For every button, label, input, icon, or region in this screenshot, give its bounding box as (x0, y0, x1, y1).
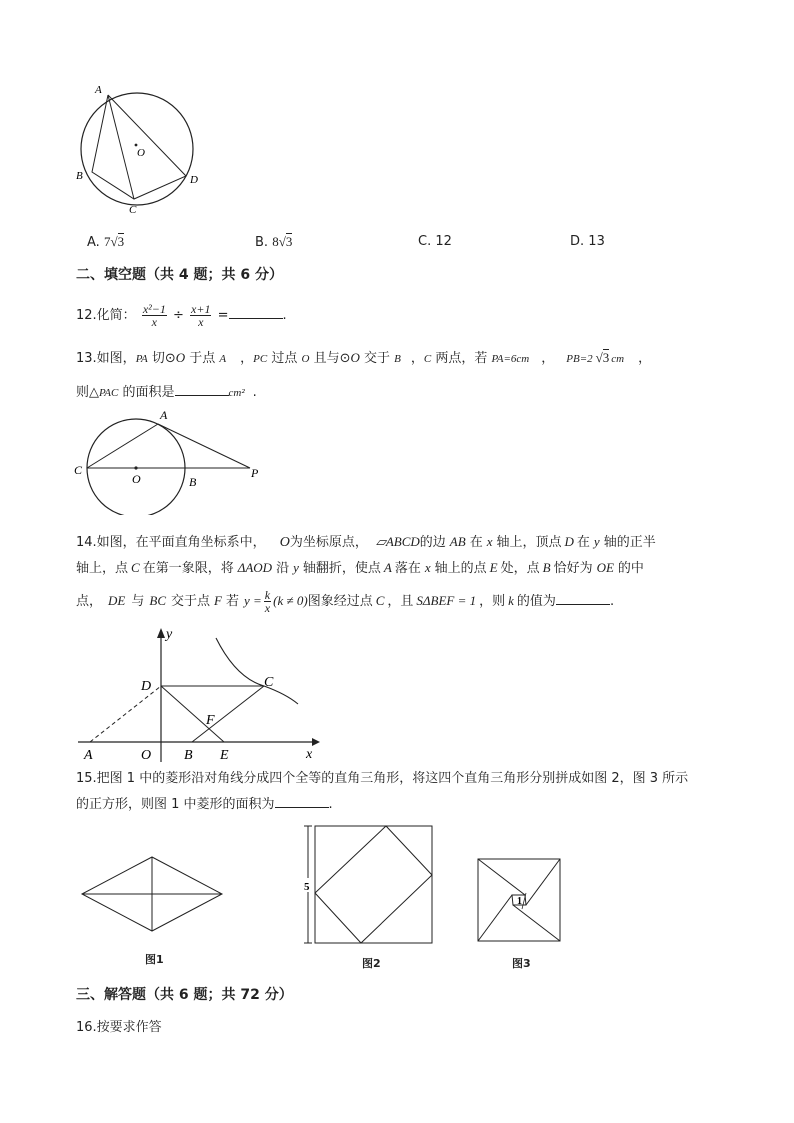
label-C: C (264, 675, 274, 690)
t: 图象经过点 (307, 594, 373, 609)
t: PAC (99, 387, 119, 399)
t: 的边 (419, 535, 446, 550)
fig2-caption: 图2 (362, 957, 381, 970)
frac1-num: x²−1 (142, 302, 166, 316)
t: 沿 (276, 561, 290, 576)
t: 的正方形，则图 1 中菱形的面积为 (76, 797, 275, 812)
t: E (489, 560, 498, 575)
t: PB=2 (566, 353, 593, 365)
label-O: O (132, 472, 141, 486)
label-O: O (141, 748, 152, 763)
t: OE (596, 560, 614, 575)
t: 交于点 (171, 594, 211, 609)
t: C (375, 593, 385, 608)
t: BC (149, 593, 166, 608)
frac2-den: x (198, 315, 204, 329)
t: ， (638, 351, 652, 366)
label-A: A (95, 84, 102, 96)
t: PA=6cm (491, 353, 530, 365)
t: ， (541, 351, 555, 366)
option-b-radicand: 3 (285, 234, 293, 249)
label-x: x (306, 747, 313, 762)
t: 在第一象限，将 (142, 561, 234, 576)
t: DE (108, 593, 126, 608)
t: ▱ABCD (375, 534, 420, 549)
t: D (564, 534, 574, 549)
option-c-letter: C. (418, 234, 432, 249)
t: 则△ (76, 385, 99, 400)
option-a-radicand: 3 (117, 234, 125, 249)
t: cm (611, 353, 625, 365)
answer-blank[interactable] (229, 306, 283, 319)
label-B: B (184, 748, 193, 763)
q12-fraction-2 (190, 303, 211, 328)
t: B (542, 560, 551, 575)
t: 14.如图，在平面直角坐标系中， (76, 535, 266, 550)
frac-num: k (264, 588, 271, 602)
q12-eq: = (217, 308, 229, 323)
t: ，则 (479, 594, 506, 609)
label-D: D (141, 679, 152, 694)
answer-blank[interactable] (556, 592, 610, 605)
t: (k ≠ 0) (273, 593, 308, 608)
t: 在 (576, 535, 590, 550)
q14-line2 (76, 559, 644, 578)
t: 过点 (267, 351, 302, 366)
t: B (394, 353, 401, 365)
t: O (279, 535, 290, 550)
t: A (219, 353, 227, 365)
t: 恰好为 (553, 561, 593, 576)
t: PC (253, 353, 268, 365)
t: 轴翻折，使点 (302, 561, 381, 576)
fig2-side-label: 5 (304, 881, 310, 893)
label-C: C (74, 463, 83, 477)
q12-prefix: 12.化简： (76, 308, 136, 323)
option-a (87, 233, 124, 252)
frac-den: x (264, 601, 271, 615)
q12-fraction-1 (142, 303, 167, 328)
t: F (214, 593, 222, 608)
q12 (76, 303, 287, 328)
t: y (293, 560, 299, 575)
t: 与 (131, 594, 145, 609)
sqrt-sign: √ (110, 234, 118, 249)
t: C (423, 353, 432, 365)
t: ΔAOD (237, 560, 273, 575)
t: 3 (602, 350, 610, 365)
t: . (609, 594, 615, 609)
q12-div: ÷ (173, 308, 184, 323)
t: x (486, 534, 493, 549)
q14-coordinate-figure (74, 624, 324, 766)
q14-fraction (264, 589, 271, 614)
option-d-value: 13 (588, 234, 605, 249)
t: 轴上，点 (76, 561, 129, 576)
t: ，且 (387, 594, 414, 609)
q15-line1: 15.把图 1 中的菱形沿对角线分成四个全等的直角三角形，将这四个直角三角形分别拼成如图 2，图 3 所示 (76, 771, 689, 786)
fig3-side-label: 1 (517, 896, 522, 907)
t: 且与⊙ (309, 351, 351, 366)
t: y = (243, 593, 262, 608)
answer-blank[interactable] (275, 795, 329, 808)
t: 轴上，顶点 (496, 535, 562, 550)
t: 的中 (617, 561, 644, 576)
option-b-letter: B. (255, 235, 269, 250)
option-b (255, 233, 292, 252)
label-C: C (129, 204, 137, 216)
sqrt-sign: √ (595, 350, 603, 365)
option-a-coef: 7 (103, 234, 111, 249)
q13-line2 (76, 383, 257, 402)
option-c-value: 12 (435, 234, 452, 249)
section3-title: 三、解答题（共 6 题；共 72 分） (76, 987, 293, 1003)
t: cm² (228, 387, 245, 399)
t: O (175, 350, 186, 365)
t: SΔBEF = 1 (416, 593, 477, 608)
option-c (418, 233, 452, 251)
t: 的值为 (516, 594, 556, 609)
fig1-caption: 图1 (145, 953, 164, 966)
label-B: B (76, 170, 83, 182)
q14-line3 (76, 589, 614, 614)
t: 13.如图， (76, 351, 136, 366)
fig3-square (476, 857, 562, 943)
label-O: O (137, 147, 145, 159)
label-D: D (190, 174, 198, 186)
label-F: F (206, 713, 215, 728)
sqrt-sign: √ (278, 234, 286, 249)
label-P: P (251, 466, 259, 480)
answer-blank[interactable] (175, 383, 229, 396)
t: O (350, 350, 360, 365)
t: 的面积是 (118, 385, 175, 400)
t: C (131, 560, 140, 575)
t: A (383, 560, 392, 575)
option-d-letter: D. (570, 234, 585, 249)
t: ， (240, 351, 254, 366)
t: 若 (225, 594, 239, 609)
t: 落在 (394, 561, 421, 576)
label-B: B (189, 475, 197, 489)
q15-line2 (76, 795, 333, 814)
q12-end: . (282, 308, 287, 323)
fig3-caption: 图3 (512, 957, 531, 970)
t: AB (449, 534, 466, 549)
t: 在 (469, 535, 483, 550)
section2-title: 二、填空题（共 4 题；共 6 分） (76, 267, 283, 283)
t: 切⊙ (147, 351, 176, 366)
fig1-rhombus (80, 855, 226, 935)
label-y: y (166, 627, 173, 642)
t: 轴上的点 (434, 561, 487, 576)
option-b-coef: 8 (272, 234, 279, 249)
t: ， (410, 351, 424, 366)
option-d (570, 233, 605, 251)
label-A: A (84, 748, 93, 763)
t: 两点，若 (431, 351, 492, 366)
t: . (328, 797, 333, 812)
t: 轴的正半 (603, 535, 656, 550)
label-A: A (160, 408, 168, 422)
t: y (593, 534, 600, 549)
t: x (424, 560, 431, 575)
t: 交于 (359, 351, 395, 366)
t: k (508, 593, 514, 608)
q16: 16.按要求作答 (76, 1020, 162, 1035)
frac2-num: x+1 (191, 302, 211, 316)
t: 点， (76, 594, 103, 609)
fig2-square (300, 824, 434, 946)
frac1-den: x (151, 315, 157, 329)
option-a-letter: A. (87, 235, 100, 250)
t: O (301, 353, 310, 365)
t: 为坐标原点， (289, 535, 368, 550)
t: PA (135, 353, 148, 365)
t: 于点 (185, 351, 220, 366)
t: 处，点 (500, 561, 540, 576)
q13-line1 (76, 349, 651, 368)
q14-line1 (76, 533, 656, 552)
q11-circle-figure (76, 82, 204, 218)
label-E: E (220, 748, 229, 763)
t: . (252, 385, 257, 400)
q13-tangent-figure (70, 405, 270, 515)
